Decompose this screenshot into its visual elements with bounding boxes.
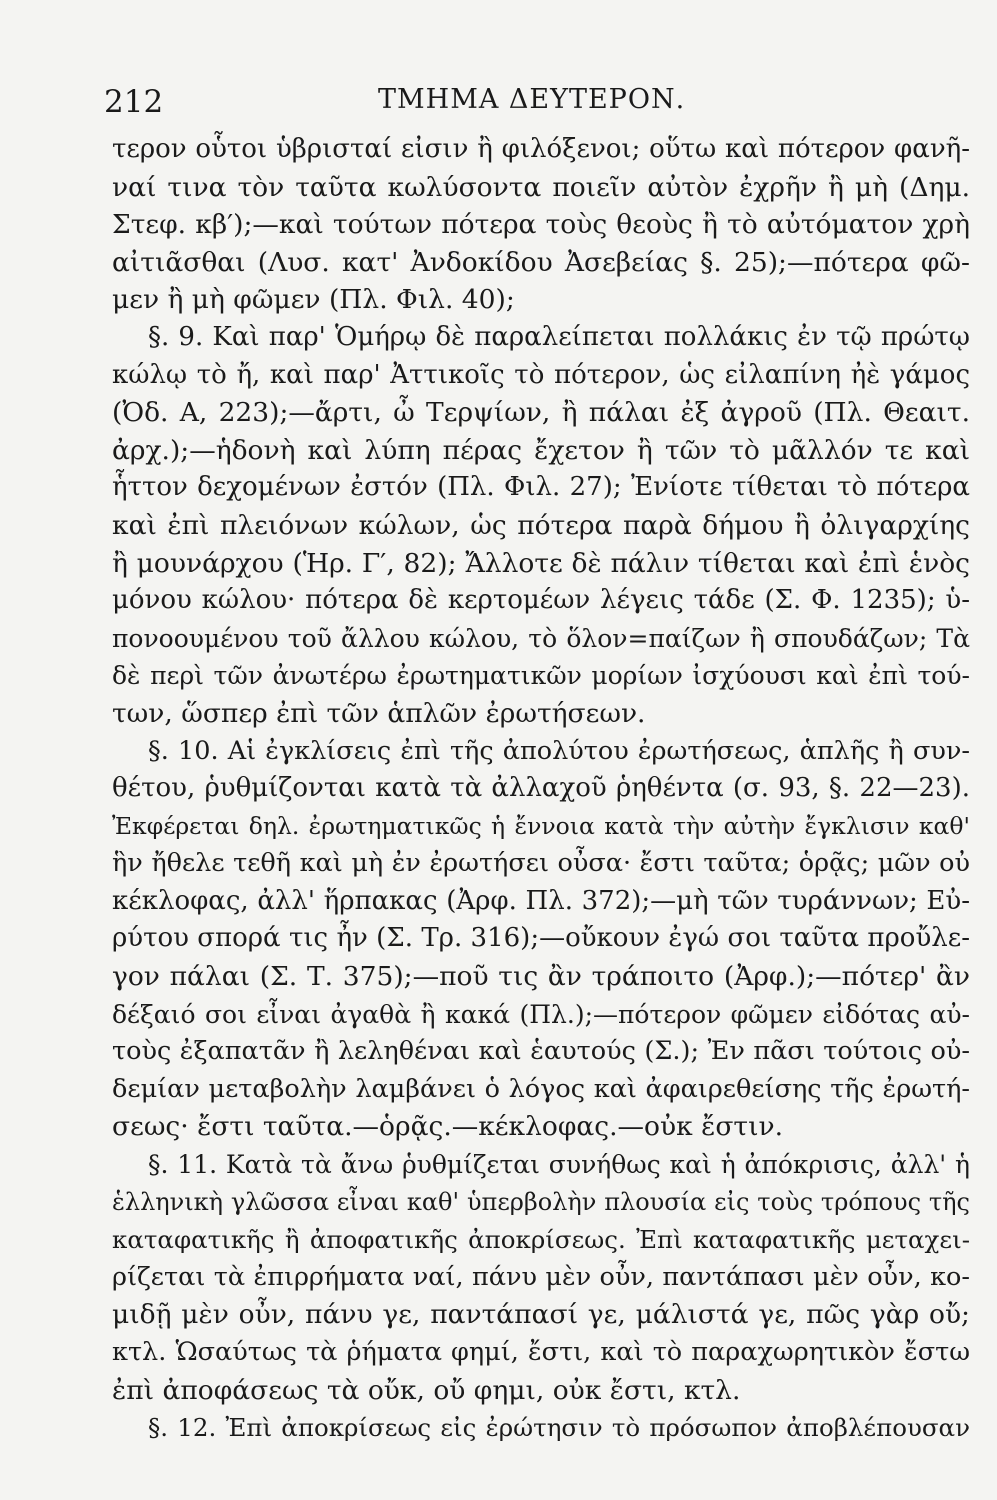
text-line: αἰτιᾶσθαι (Λυσ. κατ' Ἀνδοκίδου Ἀσεβείας §. 25);—πότερα φῶ- (112, 246, 970, 278)
text-line: καὶ ἐπὶ πλειόνων κώλων, ὡς πότερα παρὰ δήμου ἢ ὀλιγαρχίης (112, 509, 970, 541)
text-line: ἐπὶ ἀποφάσεως τὰ οὔκ, οὔ φημι, οὐκ ἔστι, κτλ. (112, 1374, 741, 1406)
text-line: κέκλοφας, ἀλλ' ἥρπακας (Ἀρφ. Πλ. 372);—μὴ τῶν τυράννων; Εὐ- (112, 885, 970, 916)
text-line: τοὺς ἐξαπατᾶν ἢ λεληθέναι καὶ ἑαυτούς (Σ.); Ἐν πᾶσι τούτοις οὐ- (112, 1036, 970, 1067)
text-line: μιδῇ μὲν οὖν, πάνυ γε, παντάπασί γε, μάλιστά γε, πῶς γὰρ οὔ; (112, 1299, 970, 1331)
paragraph-start-line: §. 11. Κατὰ τὰ ἄνω ῥυθμίζεται συνήθως καὶ ἡ ἀπόκρισις, ἀλλ' ἡ (148, 1150, 970, 1180)
text-line: κώλῳ τὸ ἤ, καὶ παρ' Ἀττικοῖς τὸ πότερον, ὡς εἰλαπίνη ἠὲ γάμος (112, 359, 970, 390)
text-line: ἧττον δεχομένων ἐστόν (Πλ. Φιλ. 27); Ἐνίοτε τίθεται τὸ πότερα (112, 472, 970, 503)
text-line: σεως· ἔστι ταῦτα.—ὁρᾷς.—κέκλοφας.—οὐκ ἔστιν. (112, 1111, 784, 1143)
text-line: δὲ περὶ τῶν ἀνωτέρω ἐρωτηματικῶν μορίων ἰσχύουσι καὶ ἐπὶ τού- (112, 661, 970, 691)
text-line: δέξαιό σοι εἶναι ἀγαθὰ ἢ κακά (Πλ.);—πότερον φῶμεν εἰδότας αὐ- (112, 999, 970, 1029)
page-number: 212 (104, 84, 164, 120)
text-line: ἑλληνικὴ γλῶσσα εἶναι καθ' ὑπερβολὴν πλουσία εἰς τοὺς τρόπους τῆς (112, 1187, 970, 1216)
paragraph-start-line: §. 9. Καὶ παρ' Ὁμήρῳ δὲ παραλείπεται πολλάκις ἐν τῷ πρώτῳ (148, 321, 970, 352)
text-line: καταφατικῆς ἢ ἀποφατικῆς ἀποκρίσεως. Ἐπὶ καταφατικῆς μεταχει- (112, 1225, 970, 1255)
text-line: των, ὥσπερ ἐπὶ τῶν ἁπλῶν ἐρωτήσεων. (112, 697, 646, 729)
text-line: Ἐκφέρεται δηλ. ἐρωτηματικῶς ἡ ἔννοια κατὰ τὴν αὐτὴν ἔγκλισιν καθ' (112, 811, 970, 840)
text-line: ἣν ἤθελε τεθῆ καὶ μὴ ἐν ἐρωτήσει οὖσα· ἔστι ταῦτα; ὁρᾷς; μῶν οὐ (112, 848, 970, 879)
body-text (112, 131, 970, 1447)
text-line: θέτου, ῥυθμίζονται κατὰ τὰ ἀλλαχοῦ ῥηθέντα (σ. 93, §. 22—23). (112, 773, 970, 804)
paragraph-start-line: §. 10. Αἱ ἐγκλίσεις ἐπὶ τῆς ἀπολύτου ἐρωτήσεως, ἁπλῆς ἢ συν- (148, 735, 970, 766)
text-line: ρίζεται τὰ ἐπιρρήματα ναί, πάνυ μὲν οὖν, παντάπασι μὲν οὖν, κο- (112, 1261, 970, 1292)
text-line: μόνου κώλου· πότερα δὲ κερτομέων λέγεις τάδε (Σ. Φ. 1235); ὑ- (112, 585, 970, 616)
text-line: ρύτου σπορά τις ἦν (Σ. Τρ. 316);—οὔκουν ἐγώ σοι ταῦτα προὔλε- (112, 923, 970, 954)
paragraph-start-line: §. 12. Ἐπὶ ἀποκρίσεως εἰς ἐρώτησιν τὸ πρόσωπον ἀποβλέπουσαν (148, 1413, 970, 1443)
text-line: γον πάλαι (Σ. Τ. 375);—ποῦ τις ἂν τράποιτο (Ἀρφ.);—πότερ' ἂν (112, 961, 970, 993)
text-line: μεν ἢ μὴ φῶμεν (Πλ. Φιλ. 40); (112, 284, 515, 316)
text-line: ἀρχ.);—ἡδονὴ καὶ λύπη πέρας ἔχετον ἢ τῶν τὸ μᾶλλόν τε καὶ (112, 434, 970, 466)
text-line: Στεφ. κβ′);—καὶ τούτων πότερα τοὺς θεοὺς ἢ τὸ αὐτόματον χρὴ (112, 209, 970, 241)
text-line: ναί τινα τὸν ταῦτα κωλύσοντα ποιεῖν αὐτὸν ἐχρῆν ἢ μὴ (Δημ. (112, 171, 970, 203)
text-line: πονοουμένου τοῦ ἄλλου κώλου, τὸ ὅλον=παίζων ἢ σπουδάζων; Τὰ (112, 623, 970, 653)
running-head: ΤΜΗΜΑ ΔΕΥΤΕΡΟΝ. (378, 84, 686, 115)
page-header (0, 82, 997, 126)
text-line: τερον οὗτοι ὑβρισταί εἰσιν ἢ φιλόξενοι; οὕτω καὶ πότερον φανῆ- (112, 134, 970, 164)
text-line: δεμίαν μεταβολὴν λαμβάνει ὁ λόγος καὶ ἀφαιρεθείσης τῆς ἐρωτή- (112, 1073, 970, 1104)
text-line: κτλ. Ὡσαύτως τὰ ῥήματα φημί, ἔστι, καὶ τὸ παραχωρητικὸν ἔστω (112, 1337, 970, 1367)
text-line: (Ὀδ. Α, 223);—ἄρτι, ὦ Τερψίων, ἢ πάλαι ἐξ ἀγροῦ (Πλ. Θεαιτ. (112, 397, 970, 429)
text-line: ἢ μουνάρχου (Ἡρ. Γ′, 82); Ἄλλοτε δὲ πάλιν τίθεται καὶ ἐπὶ ἑνὸς (112, 547, 970, 579)
